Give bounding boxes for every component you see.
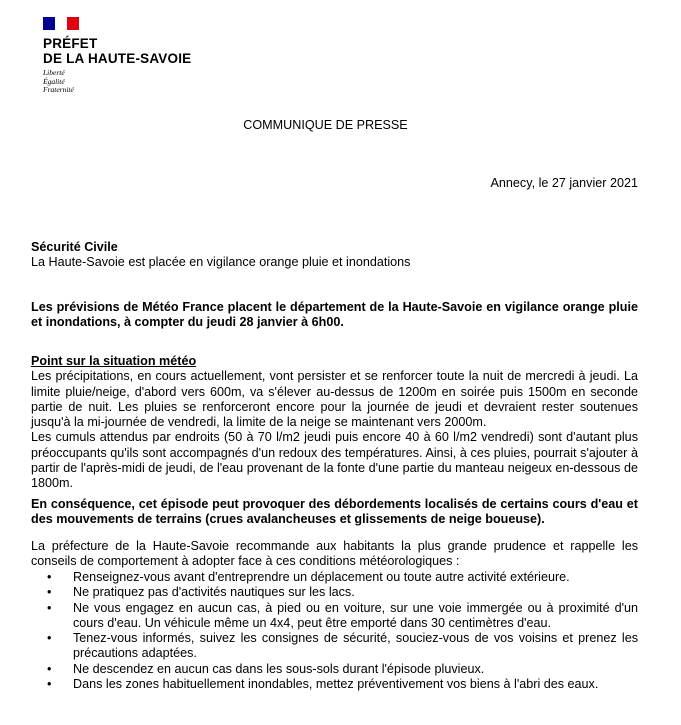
republic-motto [43,69,191,95]
weather-section [31,354,638,492]
logo-line-2: DE LA HAUTE-SAVOIE [43,51,192,66]
advice-list [31,570,638,692]
weather-paragraph-1: Les précipitations, en cours actuellement, vont persister et se renforcer toute la nuit de mercredi à jeudi. La limite pluie/neige, d'abord vers 600m, va s'élever au-dessus de 1200m en soirée puis 1500m en seconde partie de nuit. Les pluies se renforceront encore pour la journée de jeudi et devraient rester soutenues jusqu'à la mi-journée de vendredi, la limite de la neige se maintenant vers 2000m. [31,369,638,430]
motto-egalite: Égalité [43,76,65,86]
prefecture-logo [43,17,191,95]
motto-liberte: Liberté [43,68,65,77]
logo-title [43,36,191,66]
list-item: • Tenez-vous informés, suivez les consignes de sécurité, souciez-vous de vos voisins et prenez les précautions adaptées. [31,631,638,662]
list-item: • Dans les zones habituellement inondables, mettez préventivement vos biens à l'abri des eaux. [31,677,638,692]
list-item: • Renseignez-vous avant d'entreprendre un déplacement ou toute autre activité extérieure. [31,570,638,585]
list-item: • Ne vous engagez en aucun cas, à pied ou en voiture, sur une voie immergée ou à proximité d'un cours d'eau. Un véhicule même un 4x4, peut être emporté dans 30 centimètres d'eau. [31,601,638,632]
date-line: Annecy, le 27 janvier 2021 [490,176,638,190]
topic-block [31,240,638,271]
french-flag-icon [43,17,79,30]
topic-title: Sécurité Civile [31,240,118,254]
weather-heading: Point sur la situation météo [31,354,197,368]
consequence-paragraph: En conséquence, cet épisode peut provoquer des débordements localisés de certains cours d'eau et des mouvements de terrains (crues avalancheuses et glissements de neige boueuse). [31,497,638,527]
lead-paragraph: Les prévisions de Météo France placent le département de la Haute-Savoie en vigilance orange pluie et inondations, à compter du jeudi 28 janvier à 6h00. [31,300,638,330]
logo-line-1: PRÉFET [43,36,98,51]
topic-subtitle: La Haute-Savoie est placée en vigilance orange pluie et inondations [31,255,411,270]
advice-intro: La préfecture de la Haute-Savoie recommande aux habitants la plus grande prudence et rappelle les conseils de comportement à adopter face à ces conditions météorologiques : [31,539,638,569]
document-type: COMMUNIQUE DE PRESSE [243,118,408,132]
motto-fraternite: Fraternité [43,85,74,94]
list-item: • Ne descendez en aucun cas dans les sous-sols durant l'épisode pluvieux. [31,662,638,677]
list-item: • Ne pratiquez pas d'activités nautiques sur les lacs. [31,585,638,600]
weather-paragraph-2: Les cumuls attendus par endroits (50 à 70 l/m2 jeudi puis encore 40 à 60 l/m2 vendredi) sont d'autant plus préoccupants qu'ils sont accompagnés d'un redoux des températures. Ainsi, à ces pluies, pourrait s'ajouter à partir de l'après-midi de jeudi, de l'eau provenant de la fonte d'une partie du manteau neigeux en-dessous de 1800m. [31,430,638,491]
